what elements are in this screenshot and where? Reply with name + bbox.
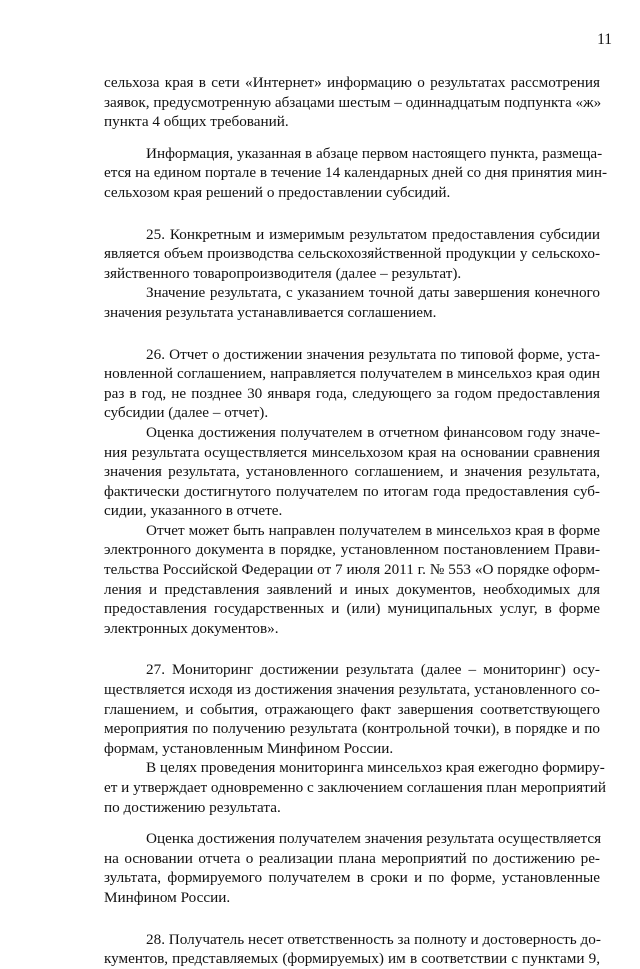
text-line: субсидии (далее – отчет). — [104, 404, 269, 422]
text-line: тельства Российской Федерации от 7 июля 2011 г. № 553 «О порядке оформ- — [104, 561, 600, 579]
text-line: Отчет может быть направлен получателем в минсельхоз края в форме — [146, 521, 600, 539]
text-line: кументов, представляемых (формируемых) им в соответствии с пунктами 9, — [104, 950, 600, 968]
text-line: 27. Мониторинг достижении результата (далее – мониторинг) осу- — [146, 661, 600, 679]
document-body — [104, 73, 608, 969]
text-line: ется на едином портале в течение 14 календарных дней со дня принятия мин- — [104, 164, 608, 182]
paragraph-gap — [104, 323, 600, 345]
text-line: Минфином России. — [104, 888, 231, 906]
text-line: глашением, и события, отражающего факт завершения соответствующего — [104, 700, 600, 718]
text-line: 28. Получатель несет ответственность за полноту и достоверность до- — [146, 930, 601, 948]
text-line: фактически достигнутого получателем по итогам года предоставления суб- — [104, 482, 600, 500]
page-number: 11 — [597, 31, 612, 48]
text-line: сельхоза края в сети «Интернет» информацию о результатах рассмотрения — [104, 74, 600, 91]
text-line: на основании отчета о реализации плана мероприятий по достижению ре- — [104, 849, 600, 867]
text-line: формам, установленным Минфином России. — [104, 739, 394, 757]
paragraph-gap — [104, 817, 600, 829]
text-line: ществляется исходя из достижения значения результата, установленного со- — [104, 681, 600, 699]
text-line: мероприятия по получению результата (контрольной точки), в порядке и по — [104, 720, 600, 738]
text-line: ния результата осуществляется минсельхозом края на основании сравнения — [104, 443, 600, 461]
text-line: Оценка достижения получателем значения результата осуществляется — [146, 830, 602, 848]
text-line: пункта 4 общих требований. — [104, 113, 289, 131]
paragraph-gap — [104, 203, 600, 225]
text-line: Оценка достижения получателем в отчетном финансовом году значе- — [146, 423, 600, 441]
text-line: Значение результата, с указанием точной даты завершения конечного — [146, 284, 600, 302]
text-line: сидии, указанного в отчете. — [104, 502, 283, 520]
text-line: зультата, формируемого получателем в сроки и по форме, установленные — [104, 869, 600, 887]
text-line: электронных документов». — [104, 619, 279, 637]
text-line: сельхозом края решений о предоставлении субсидий. — [104, 183, 451, 201]
paragraph-gap — [104, 638, 600, 660]
text-line: значения результата, установленного соглашением, и значения результата, — [104, 463, 600, 481]
text-line: новленной соглашением, направляется получателем в минсельхоз края один — [104, 365, 600, 383]
text-line: 26. Отчет о достижении значения результата по типовой форме, уста- — [146, 345, 600, 363]
text-line: заявок, предусмотренную абзацами шестым – одиннадцатым подпункта «ж» — [104, 93, 602, 111]
text-line: Информация, указанная в абзаце первом настоящего пункта, размеща- — [146, 144, 603, 162]
text-line: является объем производства сельскохозяйственной продукции у сельскохо- — [104, 245, 600, 263]
text-line: предоставления государственных и (или) муниципальных услуг, в форме — [104, 600, 600, 618]
text-line: 25. Конкретным и измеримым результатом предоставления субсидии — [146, 225, 600, 243]
text-line: раз в год, не позднее 30 января года, следующего за годом предоставления — [104, 384, 600, 402]
text-line: ет и утверждает одновременно с заключением соглашения план мероприятий — [104, 779, 607, 796]
text-line: В целях проведения мониторинга минсельхоз края ежегодно формиру- — [146, 759, 605, 777]
text-line: ления и представления заявлений и иных документов, необходимых для — [104, 580, 600, 598]
paragraph-gap — [104, 132, 600, 144]
text-line: по достижению результата. — [104, 798, 281, 816]
text-line: значения результата устанавливается соглашением. — [104, 303, 437, 321]
text-line: электронного документа в порядке, установленном постановлением Прави- — [104, 541, 600, 559]
paragraph-gap — [104, 908, 600, 930]
text-line: зяйственного товаропроизводителя (далее – результат). — [104, 264, 462, 282]
